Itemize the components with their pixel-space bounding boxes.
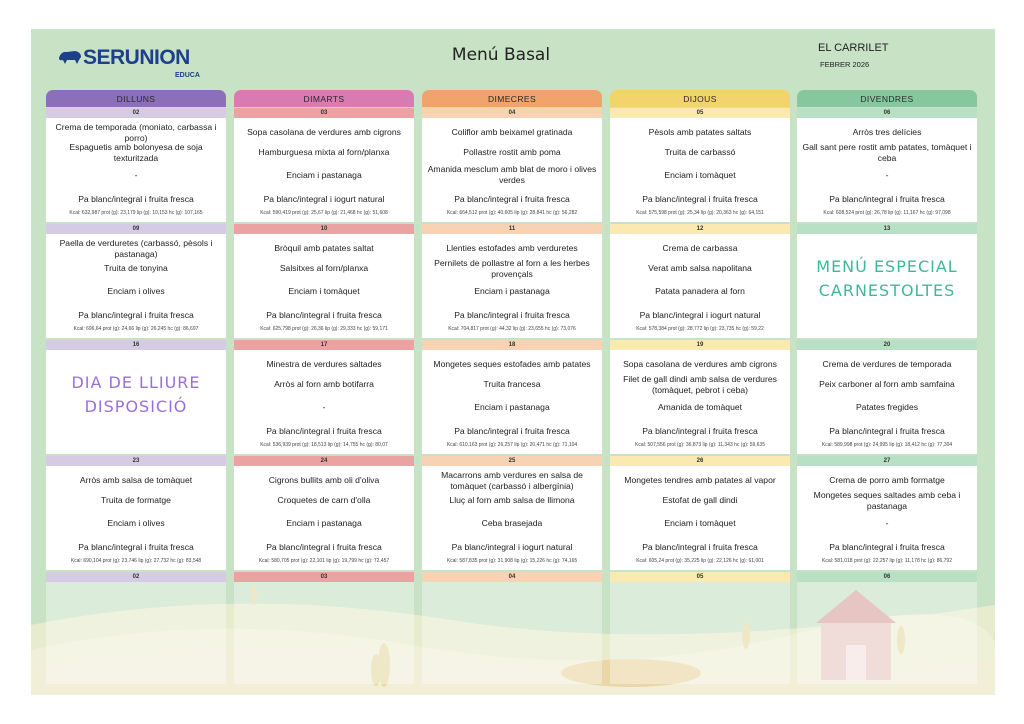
day-header-dimecres: DIMECRES [422,90,602,107]
dish-item: Mongetes seques saltades amb ceba i pastanaga [813,490,961,511]
day-cell [422,340,602,454]
dish-item: Sopa casolana de verdures amb cigrons [247,127,401,137]
dish-item: Salsitxes al forn/planxa [279,263,369,273]
dish-item: Pa blanc/integral i fruita fresca [454,310,570,320]
nutrition-info: Kcal: 587,835 prot (g): 31,908 lip (g): 15,226 hc (g): 74,165 [446,558,578,564]
dish-item: Truita de carbassó [664,147,736,157]
dish-item: - [885,518,889,528]
nutrition-info: Kcal: 608,524 prot (g): 26,78 lip (g): 11,167 hc (g): 97,098 [823,210,951,216]
dish-item: Pollastre rostit amb poma [463,147,561,157]
day-cell [46,456,226,570]
dish-item: Minestra de verdures saltades [266,359,382,369]
dish-item: Truita de formatge [101,495,171,505]
brand-name: SERUNION [83,46,190,69]
day-number: 18 [422,340,602,350]
nutrition-info: Kcal: 625,798 prot (g): 26,36 lip (g): 29,333 hc (g): 59,171 [260,326,388,332]
day-number: 13 [797,224,977,234]
day-cell [797,456,977,570]
day-number: 19 [610,340,790,350]
dish-item: - [885,170,889,180]
day-number: 05 [610,108,790,118]
dish-item: Gall sant pere rostit amb patates, tomàquet i ceba [802,142,972,163]
dish-item: Enciam i tomàquet [664,518,736,528]
day-number: 11 [422,224,602,234]
dish-item: Mongetes tendres amb patates al vapor [624,475,776,485]
dish-item: Pa blanc/integral i iogurt natural [263,194,385,204]
next-week-day-number: 06 [797,572,977,582]
nutrition-info: Kcal: 575,598 prot (g): 25,34 lip (g): 20,363 hc (g): 64,151 [636,210,764,216]
dish-item: Pa blanc/integral i fruita fresca [266,426,382,436]
day-cell [422,108,602,222]
nutrition-info: Kcal: 690,104 prot (g): 23,746 lip (g): 27,732 hc (g): 83,548 [70,558,202,564]
nutrition-info: Kcal: 581,018 prot (g): 22,257 lip (g): 11,178 hc (g): 86,792 [822,558,952,564]
day-cell [797,224,977,338]
dish-item: Sopa casolana de verdures amb cigrons [623,359,777,369]
dish-item: Truita francesa [483,379,541,389]
day-header-dijous: DIJOUS [610,90,790,107]
day-cell [234,108,414,222]
dish-item: Pa blanc/integral i fruita fresca [454,194,570,204]
nutrition-info: Kcal: 590,419 prot (g): 25,67 lip (g): 21,468 hc (g): 51,608 [260,210,388,216]
dish-item: Amanida de tomàquet [657,402,743,412]
dish-item: Crema de porro amb formatge [829,475,945,485]
school-name: EL CARRILET [818,42,889,54]
brand-sub: EDUCA [175,72,200,79]
next-week-day-number: 03 [234,572,414,582]
dish-item: Enciam i olives [107,286,165,296]
nutrition-info: Kcal: 610,163 prot (g): 26,257 lip (g): 20,471 hc (g): 71,104 [446,442,578,448]
dish-item: Crema de carbassa [662,243,738,253]
day-number: 20 [797,340,977,350]
nutrition-info: Kcal: 664,512 prot (g): 40,605 lip (g): 28,841 hc (g): 56,282 [446,210,578,216]
next-week-empty-cell [610,582,790,684]
day-header-dimarts: DIMARTS [234,90,414,107]
dish-item: Verat amb salsa napolitana [648,263,752,273]
nutrition-info: Kcal: 536,939 prot (g): 18,513 lip (g): 14,755 hc (g): 80,07 [260,442,388,448]
serunion-logo [57,44,200,84]
menu-page [31,29,995,695]
day-cell [234,340,414,454]
day-cell [422,224,602,338]
dish-item: Bròquil amb patates saltat [274,243,374,253]
dish-item: Espaguetis amb bolonyesa de soja texturitzada [69,142,203,163]
day-cell [422,456,602,570]
dish-item: Mongetes seques estofades amb patates [433,359,591,369]
nutrition-info: Kcal: 704,817 prot (g): 44,32 lip (g): 23,655 hc (g): 73,076 [448,326,576,332]
dish-item: Truita de tonyina [104,263,168,273]
dish-item: Ceba brasejada [481,518,543,528]
dish-item: Patates fregides [855,402,919,412]
special-menu-text: MENÚ ESPECIAL [816,257,958,276]
day-column-divendres [797,90,977,580]
dish-item: Llenties estofades amb verduretes [446,243,578,253]
day-cell [234,224,414,338]
nutrition-info: Kcal: 578,384 prot (g): 28,772 lip (g): 23,735 hc (g): 59,22 [636,326,764,332]
dish-item: Enciam i pastanaga [474,402,550,412]
day-number: 09 [46,224,226,234]
dish-item: Enciam i pastanaga [474,286,550,296]
dish-item: Croquetes de carn d'olla [277,495,371,505]
dish-item: - [322,402,326,412]
dish-item: Enciam i olives [107,518,165,528]
day-number: 02 [46,108,226,118]
dish-item: Pa blanc/integral i fruita fresca [642,426,758,436]
day-cell [46,340,226,454]
dish-item: Pa blanc/integral i iogurt natural [451,542,573,552]
dish-item: Pa blanc/integral i fruita fresca [829,542,945,552]
next-week-empty-cell [234,582,414,684]
dish-item: Estofat de gall dindi [662,495,738,505]
dish-item: Patata panadera al forn [655,286,745,296]
buffalo-icon [57,48,83,66]
next-week-day-number: 04 [422,572,602,582]
dish-item: Pa blanc/integral i iogurt natural [639,310,761,320]
nutrition-info: Kcal: 632,987 prot (g): 23,179 lip (g): 10,153 hc (g): 107,165 [69,210,203,216]
dish-item: Macarrons amb verdures en salsa de tomàquet (carbassó i albergínia) [441,470,583,491]
day-cell [234,456,414,570]
special-menu-text: CARNESTOLTES [818,281,956,300]
day-number: 03 [234,108,414,118]
day-cell [610,224,790,338]
day-number: 17 [234,340,414,350]
day-cell [610,108,790,222]
day-cell [797,340,977,454]
dish-item: Pèsols amb patates saltats [648,127,752,137]
dish-item: Cigrons bullits amb oli d'oliva [268,475,380,485]
dish-item: Pa blanc/integral i fruita fresca [266,542,382,552]
next-week-day-number: 02 [46,572,226,582]
dish-item: Lluç al forn amb salsa de llimona [449,495,575,505]
next-week-empty-cell [46,582,226,684]
day-number: 10 [234,224,414,234]
day-column-dijous [610,90,790,580]
day-column-dimecres [422,90,602,580]
dish-item: Pa blanc/integral i fruita fresca [454,426,570,436]
nutrition-info: Kcal: 580,705 prot (g): 22,101 lip (g): 19,799 hc (g): 72,457 [258,558,390,564]
day-number: 23 [46,456,226,466]
day-cell [610,340,790,454]
day-column-dimarts [234,90,414,580]
dish-item: Pa blanc/integral i fruita fresca [78,542,194,552]
day-header-divendres: DIVENDRES [797,90,977,107]
next-week-empty-cell [797,582,977,684]
dish-item: Peix carboner al forn amb samfaina [819,379,955,389]
special-menu-text: DISPOSICIÓ [84,397,188,416]
day-cell [46,224,226,338]
day-cell [46,108,226,222]
dish-item: Enciam i tomàquet [288,286,360,296]
day-cell [797,108,977,222]
dish-item: Pa blanc/integral i fruita fresca [266,310,382,320]
day-header-dilluns: DILLUNS [46,90,226,107]
nutrition-info: Kcal: 589,998 prot (g): 24,995 lip (g): 18,412 hc (g): 77,304 [821,442,953,448]
dish-item: Crema de temporada (moniato, carbassa i porro) [55,122,217,143]
dish-item: Paella de verduretes (carbassó, pèsols i pastanaga) [59,238,213,259]
day-number: 24 [234,456,414,466]
dish-item: Pa blanc/integral i fruita fresca [642,194,758,204]
dish-item: Pa blanc/integral i fruita fresca [78,194,194,204]
dish-item: Pa blanc/integral i fruita fresca [642,542,758,552]
dish-item: Coliflor amb beixamel gratinada [451,127,573,137]
nutrition-info: Kcal: 507,556 prot (g): 36,873 lip (g): 11,343 hc (g): 59,635 [635,442,765,448]
page-title: Menú Basal [451,45,551,65]
dish-item: Filet de gall dindi amb salsa de verdures (tomàquet, pebrot i ceba) [623,374,777,395]
next-week-empty-cell [422,582,602,684]
dish-item: Pernilets de pollastre al forn a les herbes provençals [434,258,590,279]
day-column-dilluns [46,90,226,580]
day-number: 12 [610,224,790,234]
dish-item: Enciam i tomàquet [664,170,736,180]
menu-month: FEBRER 2026 [820,60,870,69]
special-menu-text: DIA DE LLIURE [71,373,201,392]
day-number: 27 [797,456,977,466]
dish-item: Pa blanc/integral i fruita fresca [829,194,945,204]
next-week-day-number: 05 [610,572,790,582]
dish-item: Hamburguesa mixta al forn/planxa [258,147,390,157]
day-number: 04 [422,108,602,118]
day-number: 06 [797,108,977,118]
dish-item: Enciam i pastanaga [286,518,362,528]
day-number: 26 [610,456,790,466]
nutrition-info: Kcal: 696,64 prot (g): 24,66 lip (g): 26,245 hc (g): 86,697 [73,326,199,332]
dish-item: Enciam i pastanaga [286,170,362,180]
dish-item: Arròs al forn amb botifarra [274,379,374,389]
dish-item: Arròs amb salsa de tomàquet [79,475,193,485]
dish-item: Amanida mesclum amb blat de moro i olives verdes [427,164,597,185]
dish-item: Pa blanc/integral i fruita fresca [829,426,945,436]
nutrition-info: Kcal: 605,24 prot (g): 35,225 lip (g): 22,126 hc (g): 61,001 [636,558,764,564]
dish-item: - [134,170,138,180]
dish-item: Crema de verdures de temporada [822,359,952,369]
dish-item: Arròs tres delícies [852,127,922,137]
day-number: 16 [46,340,226,350]
day-cell [610,456,790,570]
dish-item: Pa blanc/integral i fruita fresca [78,310,194,320]
day-number: 25 [422,456,602,466]
